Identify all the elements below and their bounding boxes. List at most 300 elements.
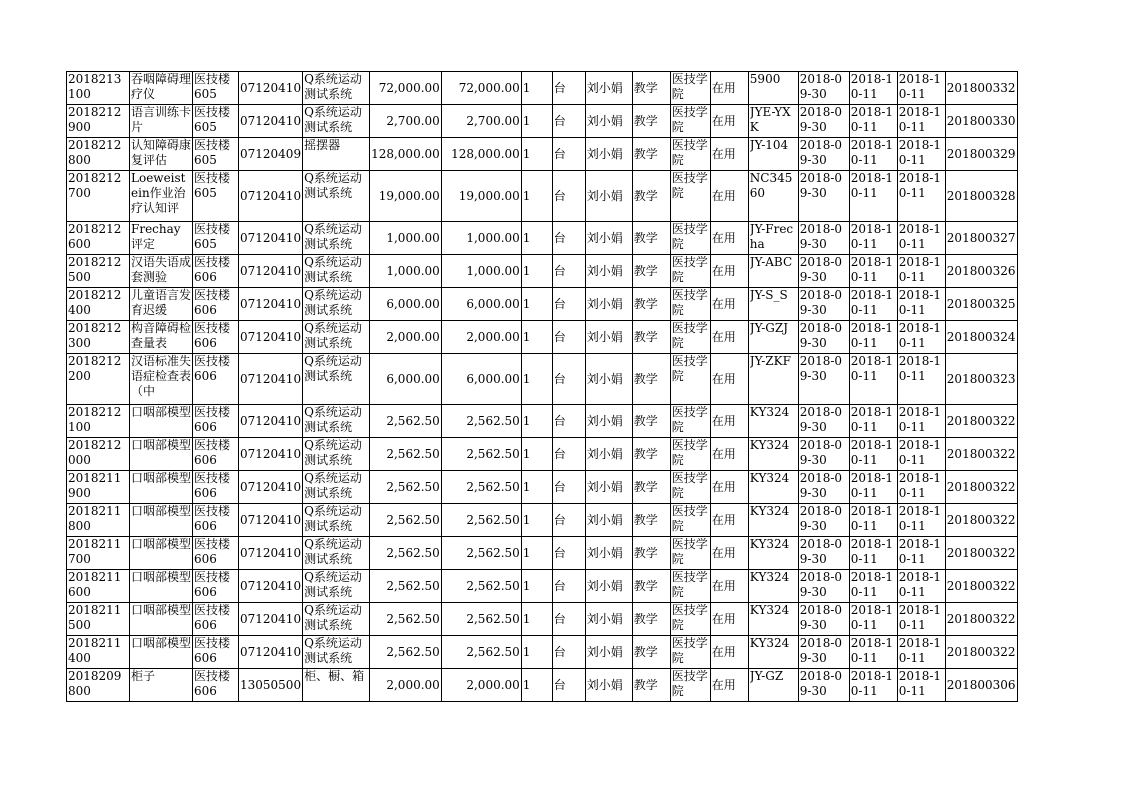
accounting-date-cell [897,504,945,537]
quantity-cell-text: 1 [522,446,531,461]
unit-price-cell-text: 128,000.00 [371,146,440,161]
class-name-cell-text: Q系统运动测试系统 [304,288,362,317]
entry-date-cell-text: 2018-10-11 [850,669,894,698]
usage-cell-text: 教学 [633,371,658,386]
purchase-date-cell-text: 2018-09-30 [799,255,843,284]
keeper-cell-text: 刘小娟 [586,230,623,245]
status-cell [710,288,748,321]
keeper-cell [585,438,632,471]
purchase-date-cell-text: 2018-09-30 [799,537,843,566]
class-name-cell [303,636,370,669]
asset-id-cell-text: 2018212200 [68,354,122,383]
entry-date-cell-text: 2018-10-11 [850,537,894,566]
class-code-cell-text: 07120410 [240,296,302,311]
keeper-cell-text: 刘小娟 [586,188,623,203]
unit-cell-text: 台 [553,230,566,245]
status-cell-text: 在用 [711,80,736,95]
document-number-cell [945,288,1017,321]
model-cell-text: NC34560 [749,171,793,200]
purchase-date-cell-text: 2018-09-30 [799,669,843,698]
asset-id-cell [67,438,130,471]
keeper-cell [585,255,632,288]
model-cell-text: KY324 [749,537,790,551]
quantity-cell [521,603,552,636]
status-cell [710,504,748,537]
quantity-cell-text: 1 [522,296,531,311]
model-cell [748,636,798,669]
quantity-cell [521,171,552,222]
class-code-cell-text: 07120410 [240,230,302,245]
purchase-date-cell [798,669,849,702]
location-cell-text: 医技楼606 [194,471,231,500]
department-cell-text: 医技学院 [671,570,708,599]
amount-cell [441,354,521,405]
department-cell-text: 医技学院 [671,72,708,101]
unit-price-cell [370,669,442,702]
keeper-cell [585,171,632,222]
entry-date-cell [849,354,897,405]
unit-price-cell-text: 72,000.00 [378,80,440,95]
quantity-cell-text: 1 [522,413,531,428]
entry-date-cell [849,603,897,636]
asset-name-cell-text: 口咽部模型 [131,504,191,518]
class-name-cell-text: Q系统运动测试系统 [304,603,362,632]
class-code-cell-text: 07120410 [240,446,302,461]
quantity-cell-text: 1 [522,578,531,593]
document-number-cell-text: 201800326 [946,263,1016,278]
purchase-date-cell-text: 2018-09-30 [799,636,843,665]
quantity-cell [521,504,552,537]
status-cell [710,636,748,669]
class-name-cell-text: 柜、橱、箱 [304,669,365,683]
entry-date-cell-text: 2018-10-11 [850,504,894,533]
accounting-date-cell-text: 2018-10-11 [898,72,942,101]
quantity-cell [521,636,552,669]
class-code-cell-text: 07120410 [240,611,302,626]
amount-cell-text: 6,000.00 [466,371,520,386]
class-name-cell [303,288,370,321]
class-name-cell [303,321,370,354]
amount-cell [441,288,521,321]
class-name-cell [303,105,370,138]
accounting-date-cell [897,354,945,405]
department-cell-text: 医技学院 [671,321,708,350]
department-cell-text: 医技学院 [671,669,708,698]
class-code-cell [239,72,303,105]
class-name-cell-text: Q系统运动测试系统 [304,504,362,533]
asset-id-cell [67,504,130,537]
usage-cell-text: 教学 [633,644,658,659]
accounting-date-cell [897,669,945,702]
location-cell [193,321,239,354]
location-cell [193,354,239,405]
asset-id-cell [67,603,130,636]
purchase-date-cell-text: 2018-09-30 [799,138,843,167]
document-number-cell-text: 201800322 [946,512,1016,527]
status-cell [710,171,748,222]
unit-cell [552,105,585,138]
quantity-cell-text: 1 [522,545,531,560]
purchase-date-cell-text: 2018-09-30 [799,603,843,632]
quantity-cell [521,537,552,570]
amount-cell-text: 2,562.50 [466,578,520,593]
usage-cell [632,570,670,603]
asset-name-cell [130,570,193,603]
class-code-cell [239,321,303,354]
unit-price-cell-text: 1,000.00 [386,263,440,278]
unit-cell-text: 台 [553,479,566,494]
entry-date-cell [849,105,897,138]
keeper-cell-text: 刘小娟 [586,146,623,161]
usage-cell-text: 教学 [633,413,658,428]
quantity-cell [521,669,552,702]
model-cell [748,537,798,570]
asset-id-cell [67,636,130,669]
accounting-date-cell [897,603,945,636]
model-cell-text: JY-S_S [749,288,788,302]
status-cell-text: 在用 [711,479,736,494]
amount-cell-text: 2,000.00 [466,677,520,692]
class-name-cell [303,354,370,405]
status-cell-text: 在用 [711,263,736,278]
location-cell-text: 医技楼606 [194,636,231,665]
unit-price-cell-text: 2,700.00 [386,113,440,128]
class-name-cell-text: Q系统运动测试系统 [304,171,362,200]
asset-name-cell [130,471,193,504]
class-name-cell [303,171,370,222]
class-code-cell [239,354,303,405]
quantity-cell [521,321,552,354]
entry-date-cell-text: 2018-10-11 [850,72,894,101]
class-name-cell-text: Q系统运动测试系统 [304,72,362,101]
model-cell-text: KY324 [749,471,790,485]
unit-cell-text: 台 [553,296,566,311]
accounting-date-cell-text: 2018-10-11 [898,471,942,500]
status-cell [710,222,748,255]
model-cell [748,603,798,636]
amount-cell-text: 2,562.50 [466,545,520,560]
department-cell-text: 医技学院 [671,222,708,251]
keeper-cell-text: 刘小娟 [586,479,623,494]
table-row [67,138,1018,171]
quantity-cell [521,354,552,405]
status-cell-text: 在用 [711,512,736,527]
asset-name-cell [130,105,193,138]
asset-id-cell-text: 2018211500 [68,603,122,632]
keeper-cell-text: 刘小娟 [586,371,623,386]
asset-name-cell-text: 汉语失语成套测验 [131,255,191,284]
entry-date-cell [849,471,897,504]
location-cell-text: 医技楼605 [194,138,231,167]
status-cell-text: 在用 [711,230,736,245]
purchase-date-cell-text: 2018-09-30 [799,504,843,533]
status-cell [710,138,748,171]
location-cell-text: 医技楼605 [194,171,231,200]
asset-name-cell [130,603,193,636]
purchase-date-cell-text: 2018-09-30 [799,288,843,317]
usage-cell-text: 教学 [633,146,658,161]
department-cell-text: 医技学院 [671,405,708,434]
entry-date-cell-text: 2018-10-11 [850,321,894,350]
accounting-date-cell [897,72,945,105]
table-row [67,72,1018,105]
entry-date-cell-text: 2018-10-11 [850,636,894,665]
department-cell-text: 医技学院 [671,354,708,383]
amount-cell-text: 2,700.00 [466,113,520,128]
model-cell [748,405,798,438]
document-number-cell-text: 201800322 [946,578,1016,593]
accounting-date-cell [897,138,945,171]
department-cell [670,603,710,636]
usage-cell-text: 教学 [633,263,658,278]
amount-cell [441,603,521,636]
document-number-cell-text: 201800332 [946,80,1016,95]
unit-price-cell [370,504,442,537]
table-row [67,603,1018,636]
model-cell [748,321,798,354]
status-cell [710,471,748,504]
model-cell-text: JY-ZKF [749,354,791,368]
usage-cell [632,255,670,288]
unit-price-cell [370,321,442,354]
entry-date-cell-text: 2018-10-11 [850,471,894,500]
class-code-cell [239,222,303,255]
usage-cell-text: 教学 [633,611,658,626]
purchase-date-cell-text: 2018-09-30 [799,105,843,134]
department-cell-text: 医技学院 [671,504,708,533]
class-code-cell [239,537,303,570]
quantity-cell [521,570,552,603]
accounting-date-cell-text: 2018-10-11 [898,603,942,632]
unit-price-cell [370,255,442,288]
document-number-cell [945,72,1017,105]
usage-cell [632,171,670,222]
document-number-cell-text: 201800322 [946,611,1016,626]
unit-cell-text: 台 [553,371,566,386]
unit-cell [552,570,585,603]
amount-cell [441,321,521,354]
purchase-date-cell [798,504,849,537]
department-cell-text: 医技学院 [671,138,708,167]
asset-name-cell [130,321,193,354]
quantity-cell-text: 1 [522,230,531,245]
unit-cell [552,222,585,255]
table-row [67,288,1018,321]
class-code-cell [239,288,303,321]
unit-price-cell-text: 19,000.00 [378,188,440,203]
unit-cell-text: 台 [553,446,566,461]
status-cell-text: 在用 [711,644,736,659]
document-number-cell-text: 201800323 [946,371,1016,386]
entry-date-cell [849,72,897,105]
entry-date-cell-text: 2018-10-11 [850,570,894,599]
status-cell [710,105,748,138]
purchase-date-cell [798,105,849,138]
department-cell-text: 医技学院 [671,438,708,467]
unit-price-cell [370,138,442,171]
keeper-cell [585,288,632,321]
status-cell-text: 在用 [711,296,736,311]
department-cell [670,255,710,288]
usage-cell [632,504,670,537]
quantity-cell [521,72,552,105]
entry-date-cell [849,405,897,438]
asset-id-cell-text: 2018211900 [68,471,122,500]
asset-name-cell [130,438,193,471]
usage-cell [632,471,670,504]
keeper-cell-text: 刘小娟 [586,545,623,560]
entry-date-cell [849,222,897,255]
model-cell-text: JY-104 [749,138,789,152]
accounting-date-cell-text: 2018-10-11 [898,255,942,284]
table-row [67,669,1018,702]
entry-date-cell [849,171,897,222]
class-code-cell-text: 07120409 [240,146,302,161]
department-cell [670,288,710,321]
unit-cell-text: 台 [553,263,566,278]
unit-price-cell [370,438,442,471]
model-cell [748,105,798,138]
unit-cell-text: 台 [553,545,566,560]
class-code-cell-text: 07120410 [240,512,302,527]
amount-cell-text: 2,562.50 [466,446,520,461]
amount-cell-text: 72,000.00 [458,80,520,95]
unit-cell-text: 台 [553,329,566,344]
keeper-cell-text: 刘小娟 [586,611,623,626]
keeper-cell [585,471,632,504]
status-cell [710,255,748,288]
usage-cell [632,288,670,321]
location-cell-text: 医技楼606 [194,288,231,317]
location-cell [193,669,239,702]
model-cell [748,255,798,288]
asset-name-cell-text: 口咽部模型 [131,603,191,617]
keeper-cell-text: 刘小娟 [586,644,623,659]
usage-cell-text: 教学 [633,113,658,128]
entry-date-cell-text: 2018-10-11 [850,222,894,251]
department-cell [670,105,710,138]
keeper-cell [585,72,632,105]
document-number-cell-text: 201800328 [946,188,1016,203]
accounting-date-cell [897,636,945,669]
class-code-cell [239,504,303,537]
department-cell [670,354,710,405]
asset-id-cell [67,171,130,222]
class-name-cell-text: Q系统运动测试系统 [304,255,362,284]
unit-cell [552,138,585,171]
location-cell-text: 医技楼606 [194,255,231,284]
usage-cell [632,138,670,171]
class-code-cell-text: 07120410 [240,80,302,95]
class-code-cell-text: 07120410 [240,413,302,428]
unit-cell-text: 台 [553,611,566,626]
entry-date-cell [849,288,897,321]
status-cell [710,405,748,438]
asset-id-cell [67,105,130,138]
entry-date-cell [849,570,897,603]
unit-cell [552,321,585,354]
class-code-cell [239,471,303,504]
department-cell [670,72,710,105]
unit-cell [552,405,585,438]
purchase-date-cell-text: 2018-09-30 [799,222,843,251]
class-code-cell [239,138,303,171]
asset-name-cell [130,171,193,222]
accounting-date-cell-text: 2018-10-11 [898,438,942,467]
amount-cell-text: 2,562.50 [466,611,520,626]
class-name-cell-text: Q系统运动测试系统 [304,471,362,500]
asset-id-cell [67,72,130,105]
location-cell-text: 医技楼606 [194,603,231,632]
usage-cell-text: 教学 [633,446,658,461]
class-code-cell-text: 07120410 [240,371,302,386]
keeper-cell [585,138,632,171]
purchase-date-cell [798,321,849,354]
purchase-date-cell [798,636,849,669]
unit-cell-text: 台 [553,677,566,692]
keeper-cell-text: 刘小娟 [586,413,623,428]
department-cell [670,504,710,537]
class-name-cell-text: 摇摆器 [304,138,341,152]
unit-cell [552,669,585,702]
class-name-cell [303,603,370,636]
unit-cell [552,354,585,405]
asset-name-cell-text: Loeweistein作业治疗认知评 [131,171,186,215]
purchase-date-cell-text: 2018-09-30 [799,471,843,500]
unit-price-cell [370,570,442,603]
accounting-date-cell [897,471,945,504]
location-cell [193,438,239,471]
entry-date-cell [849,504,897,537]
amount-cell-text: 128,000.00 [451,146,520,161]
entry-date-cell-text: 2018-10-11 [850,603,894,632]
location-cell [193,255,239,288]
asset-name-cell-text: 口咽部模型 [131,471,191,485]
entry-date-cell-text: 2018-10-11 [850,438,894,467]
amount-cell-text: 2,562.50 [466,512,520,527]
amount-cell [441,537,521,570]
class-code-cell-text: 07120410 [240,113,302,128]
document-number-cell [945,138,1017,171]
purchase-date-cell [798,603,849,636]
amount-cell-text: 1,000.00 [466,230,520,245]
unit-cell [552,636,585,669]
model-cell-text: JY-Frecha [749,222,794,251]
purchase-date-cell [798,354,849,405]
status-cell [710,570,748,603]
asset-id-cell-text: 2018212900 [68,105,122,134]
department-cell-text: 医技学院 [671,171,708,200]
model-cell-text: KY324 [749,438,790,452]
quantity-cell [521,405,552,438]
asset-name-cell-text: 吞咽障碍理疗仪 [131,72,191,101]
amount-cell [441,138,521,171]
status-cell-text: 在用 [711,611,736,626]
unit-cell-text: 台 [553,512,566,527]
keeper-cell [585,570,632,603]
department-cell-text: 医技学院 [671,537,708,566]
quantity-cell-text: 1 [522,80,531,95]
keeper-cell [585,504,632,537]
department-cell-text: 医技学院 [671,636,708,665]
accounting-date-cell-text: 2018-10-11 [898,636,942,665]
document-number-cell [945,405,1017,438]
asset-name-cell [130,636,193,669]
entry-date-cell-text: 2018-10-11 [850,105,894,134]
amount-cell [441,72,521,105]
amount-cell [441,669,521,702]
keeper-cell [585,222,632,255]
